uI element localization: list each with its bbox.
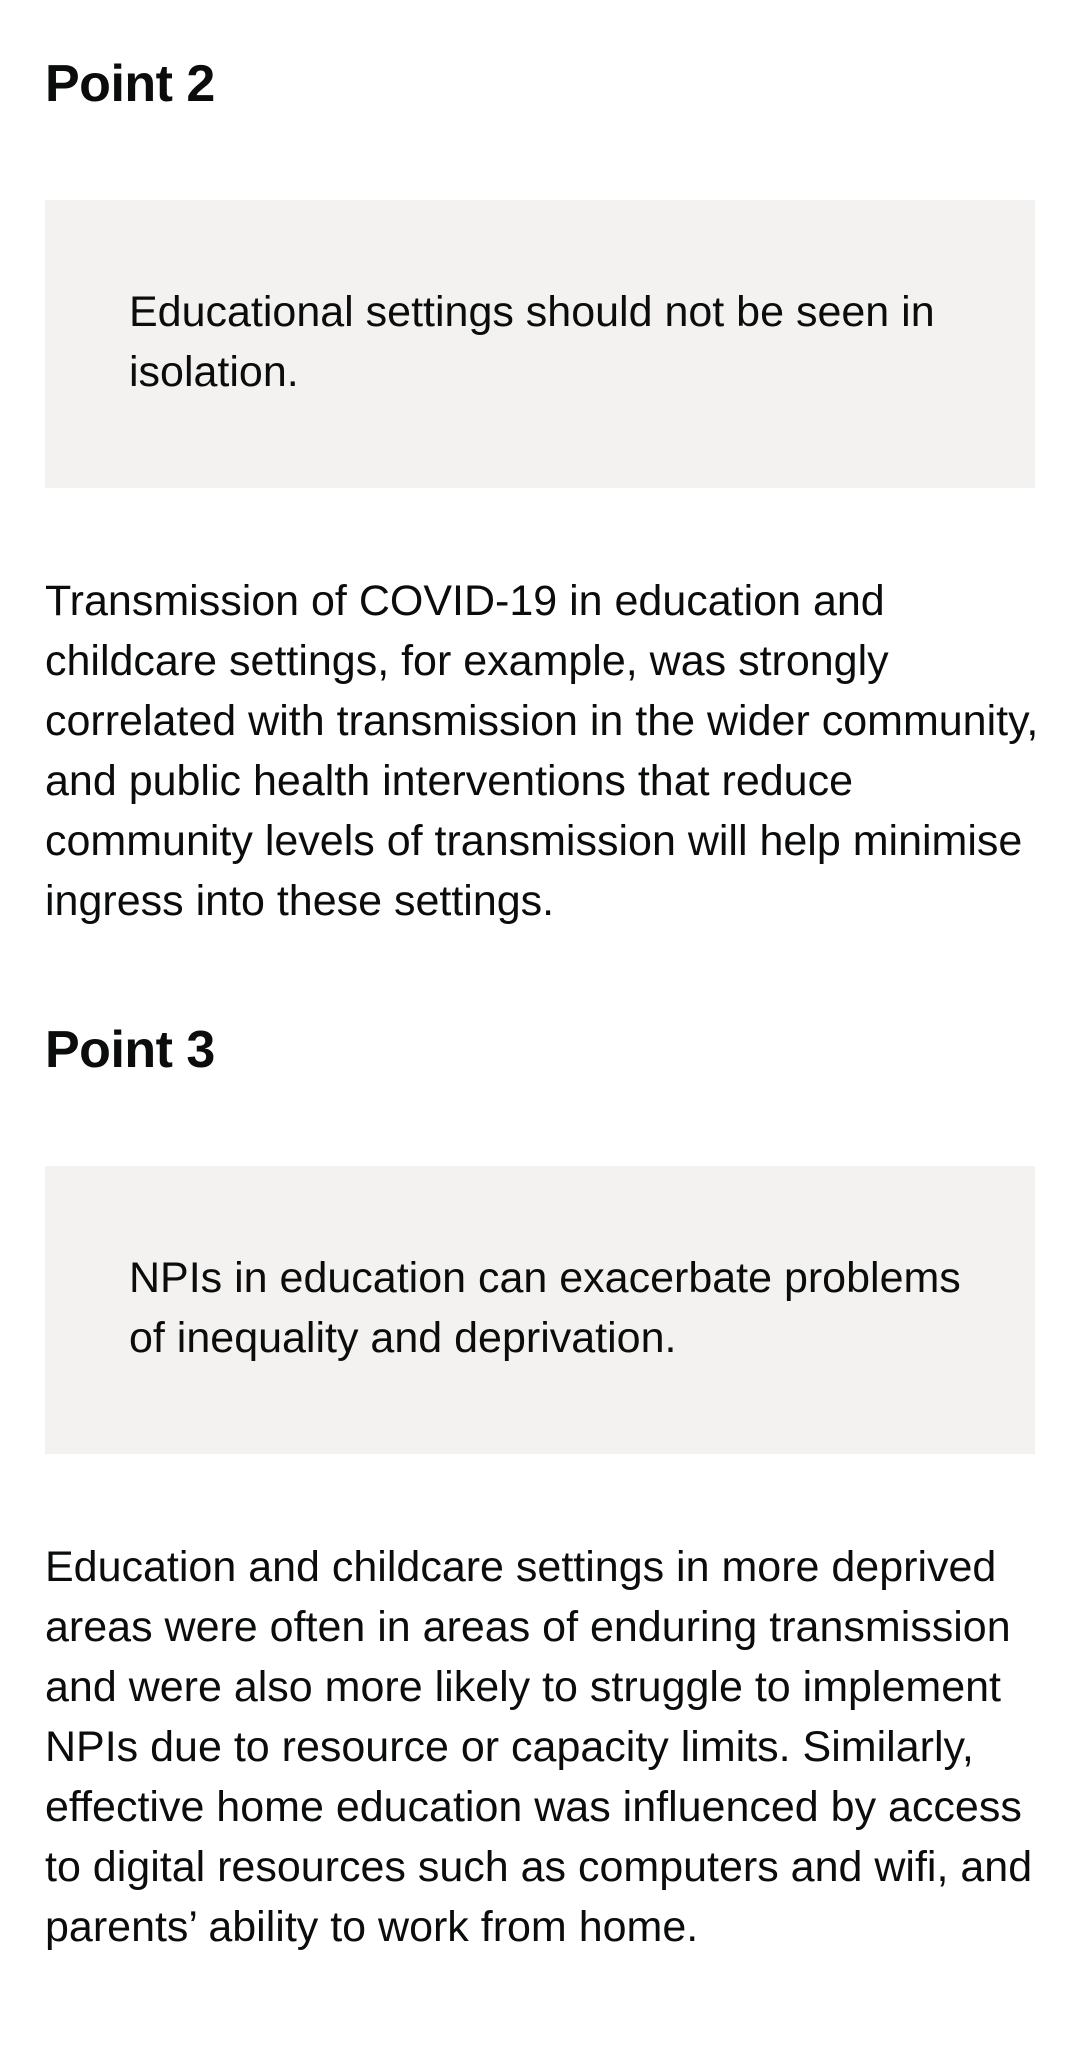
point-3-body: Education and childcare settings in more deprived areas were often in areas of enduring transmission and were also more likely to struggle to implement NPIs due to resource or capacity limits. Similarly, effective home education was influenced by access to digital resources such as computers and wifi, and parents’ ability to work from home. [45, 1543, 1033, 1951]
point-3-callout-text: NPIs in education can exacerbate problems of inequality and deprivation. [129, 1254, 961, 1362]
point-2-body: Transmission of COVID-19 in education and childcare settings, for example, was strongly correlated with transmission in the wider community, and public health interventions that reduce community levels of transmission will help minimise ingress into these settings. [45, 577, 1039, 925]
point-2-callout [45, 200, 1035, 488]
point-2-callout-text: Educational settings should not be seen in isolation. [129, 288, 935, 396]
point-3-heading: Point 3 [45, 1021, 215, 1079]
point-3-callout [45, 1166, 1035, 1454]
point-2-heading: Point 2 [45, 55, 215, 113]
